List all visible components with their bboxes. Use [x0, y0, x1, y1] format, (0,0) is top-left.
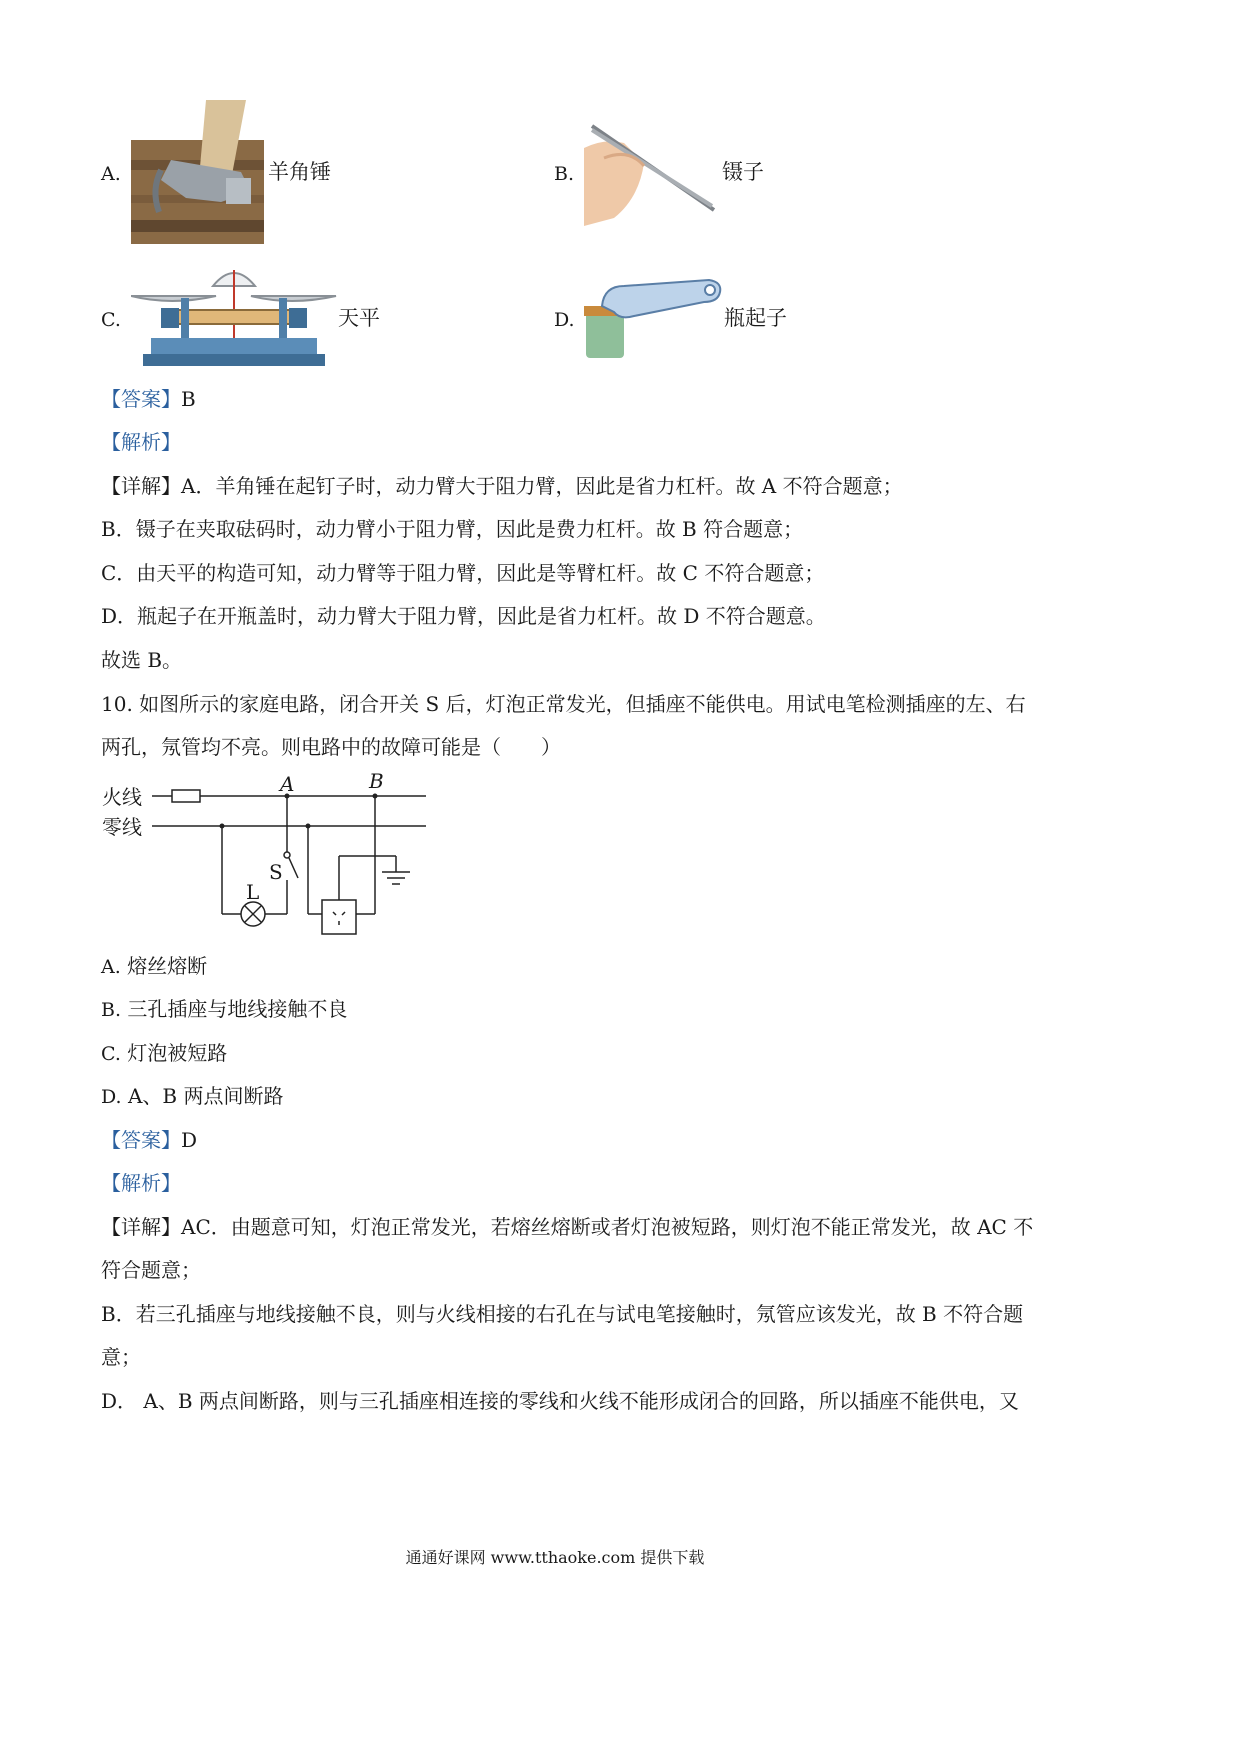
q9-analysis-label: 【解析】 — [101, 430, 181, 454]
option-c-caption: 天平 — [338, 306, 380, 330]
answer-label: 【答案】 — [101, 387, 181, 411]
option-c-letter: C. — [101, 309, 121, 331]
claw-hammer-icon — [131, 100, 264, 244]
q10-analysis-label: 【解析】 — [101, 1171, 181, 1195]
circuit-wires — [100, 768, 440, 938]
tweezers-icon — [584, 118, 718, 226]
page-footer: 通通好课网 www.tthaoke.com 提供下载 — [405, 1548, 705, 1567]
circuit-diagram — [100, 768, 440, 938]
option-a-caption: 羊角锤 — [268, 160, 331, 184]
switch-label: S — [269, 860, 283, 884]
point-a-label: A — [280, 772, 295, 796]
option-a-letter: A. — [101, 163, 121, 185]
option-letter: D. — [101, 1086, 122, 1108]
q10-detail-line-5: D． A、B 两点间断路，则与三孔插座相连接的零线和火线不能形成闭合的回路，所以插座不能供电，又 — [101, 1389, 1019, 1413]
q10-stem-line-1: 10. 如图所示的家庭电路，闭合开关 S 后，灯泡正常发光，但插座不能供电。用试电笔检测插座的左、右 — [101, 692, 1026, 716]
q10-detail-line-1 — [101, 1215, 1033, 1239]
detail-label: 【详解】 — [101, 1215, 181, 1239]
q10-answer — [101, 1128, 197, 1152]
detail-text: A．羊角锤在起钉子时，动力臂大于阻力臂，因此是省力杠杆。故 A 不符合题意； — [181, 474, 903, 498]
option-b-caption: 镊子 — [722, 160, 764, 184]
q9-detail-line-1 — [101, 474, 903, 498]
q9-answer — [101, 387, 196, 411]
option-b-letter: B. — [554, 163, 575, 185]
q10-option-a — [101, 954, 207, 979]
option-letter: B. — [101, 999, 122, 1021]
answer-value: D — [181, 1128, 198, 1152]
balance-scale-icon — [131, 266, 337, 368]
fuse-symbol — [172, 790, 200, 802]
detail-text: AC．由题意可知，灯泡正常发光，若熔丝熔断或者灯泡被短路，则灯泡不能正常发光，故 AC 不 — [181, 1215, 1034, 1239]
q10-detail-line-2: 符合题意； — [101, 1258, 201, 1282]
q10-option-c — [101, 1041, 227, 1066]
q10-detail-line-3: B．若三孔插座与地线接触不良，则与火线相接的右孔在与试电笔接触时，氖管应该发光，故 B 不符合题 — [101, 1302, 1024, 1326]
detail-label: 【详解】 — [101, 474, 181, 498]
option-d-letter: D. — [554, 309, 575, 331]
q9-detail-line-3: C．由天平的构造可知，动力臂等于阻力臂，因此是等臂杠杆。故 C 不符合题意； — [101, 561, 825, 585]
q9-detail-line-2: B．镊子在夹取砝码时，动力臂小于阻力臂，因此是费力杠杆。故 B 符合题意； — [101, 517, 804, 541]
answer-value: B — [181, 387, 196, 411]
option-text: 三孔插座与地线接触不良 — [127, 997, 348, 1021]
q9-detail-line-4: D．瓶起子在开瓶盖时，动力臂大于阻力臂，因此是省力杠杆。故 D 不符合题意。 — [101, 604, 826, 628]
answer-label: 【答案】 — [101, 1128, 181, 1152]
option-text: A、B 两点间断路 — [127, 1084, 284, 1108]
option-letter: A. — [101, 956, 121, 978]
q10-detail-line-4: 意； — [101, 1345, 141, 1369]
neutral-wire-label: 零线 — [102, 815, 142, 839]
q10-option-d — [101, 1084, 283, 1109]
option-text: 灯泡被短路 — [127, 1041, 228, 1065]
lamp-label: L — [246, 880, 260, 904]
live-wire-label: 火线 — [102, 785, 142, 809]
point-b-label: B — [369, 769, 384, 793]
q10-option-b — [101, 997, 347, 1022]
option-letter: C. — [101, 1043, 121, 1065]
option-d-caption: 瓶起子 — [724, 306, 787, 330]
q10-stem-line-2: 两孔，氖管均不亮。则电路中的故障可能是（ ） — [101, 735, 561, 759]
q9-conclusion: 故选 B。 — [101, 648, 183, 672]
option-text: 熔丝熔断 — [127, 954, 208, 978]
bottle-opener-icon — [584, 276, 724, 358]
socket-symbol — [322, 900, 356, 934]
